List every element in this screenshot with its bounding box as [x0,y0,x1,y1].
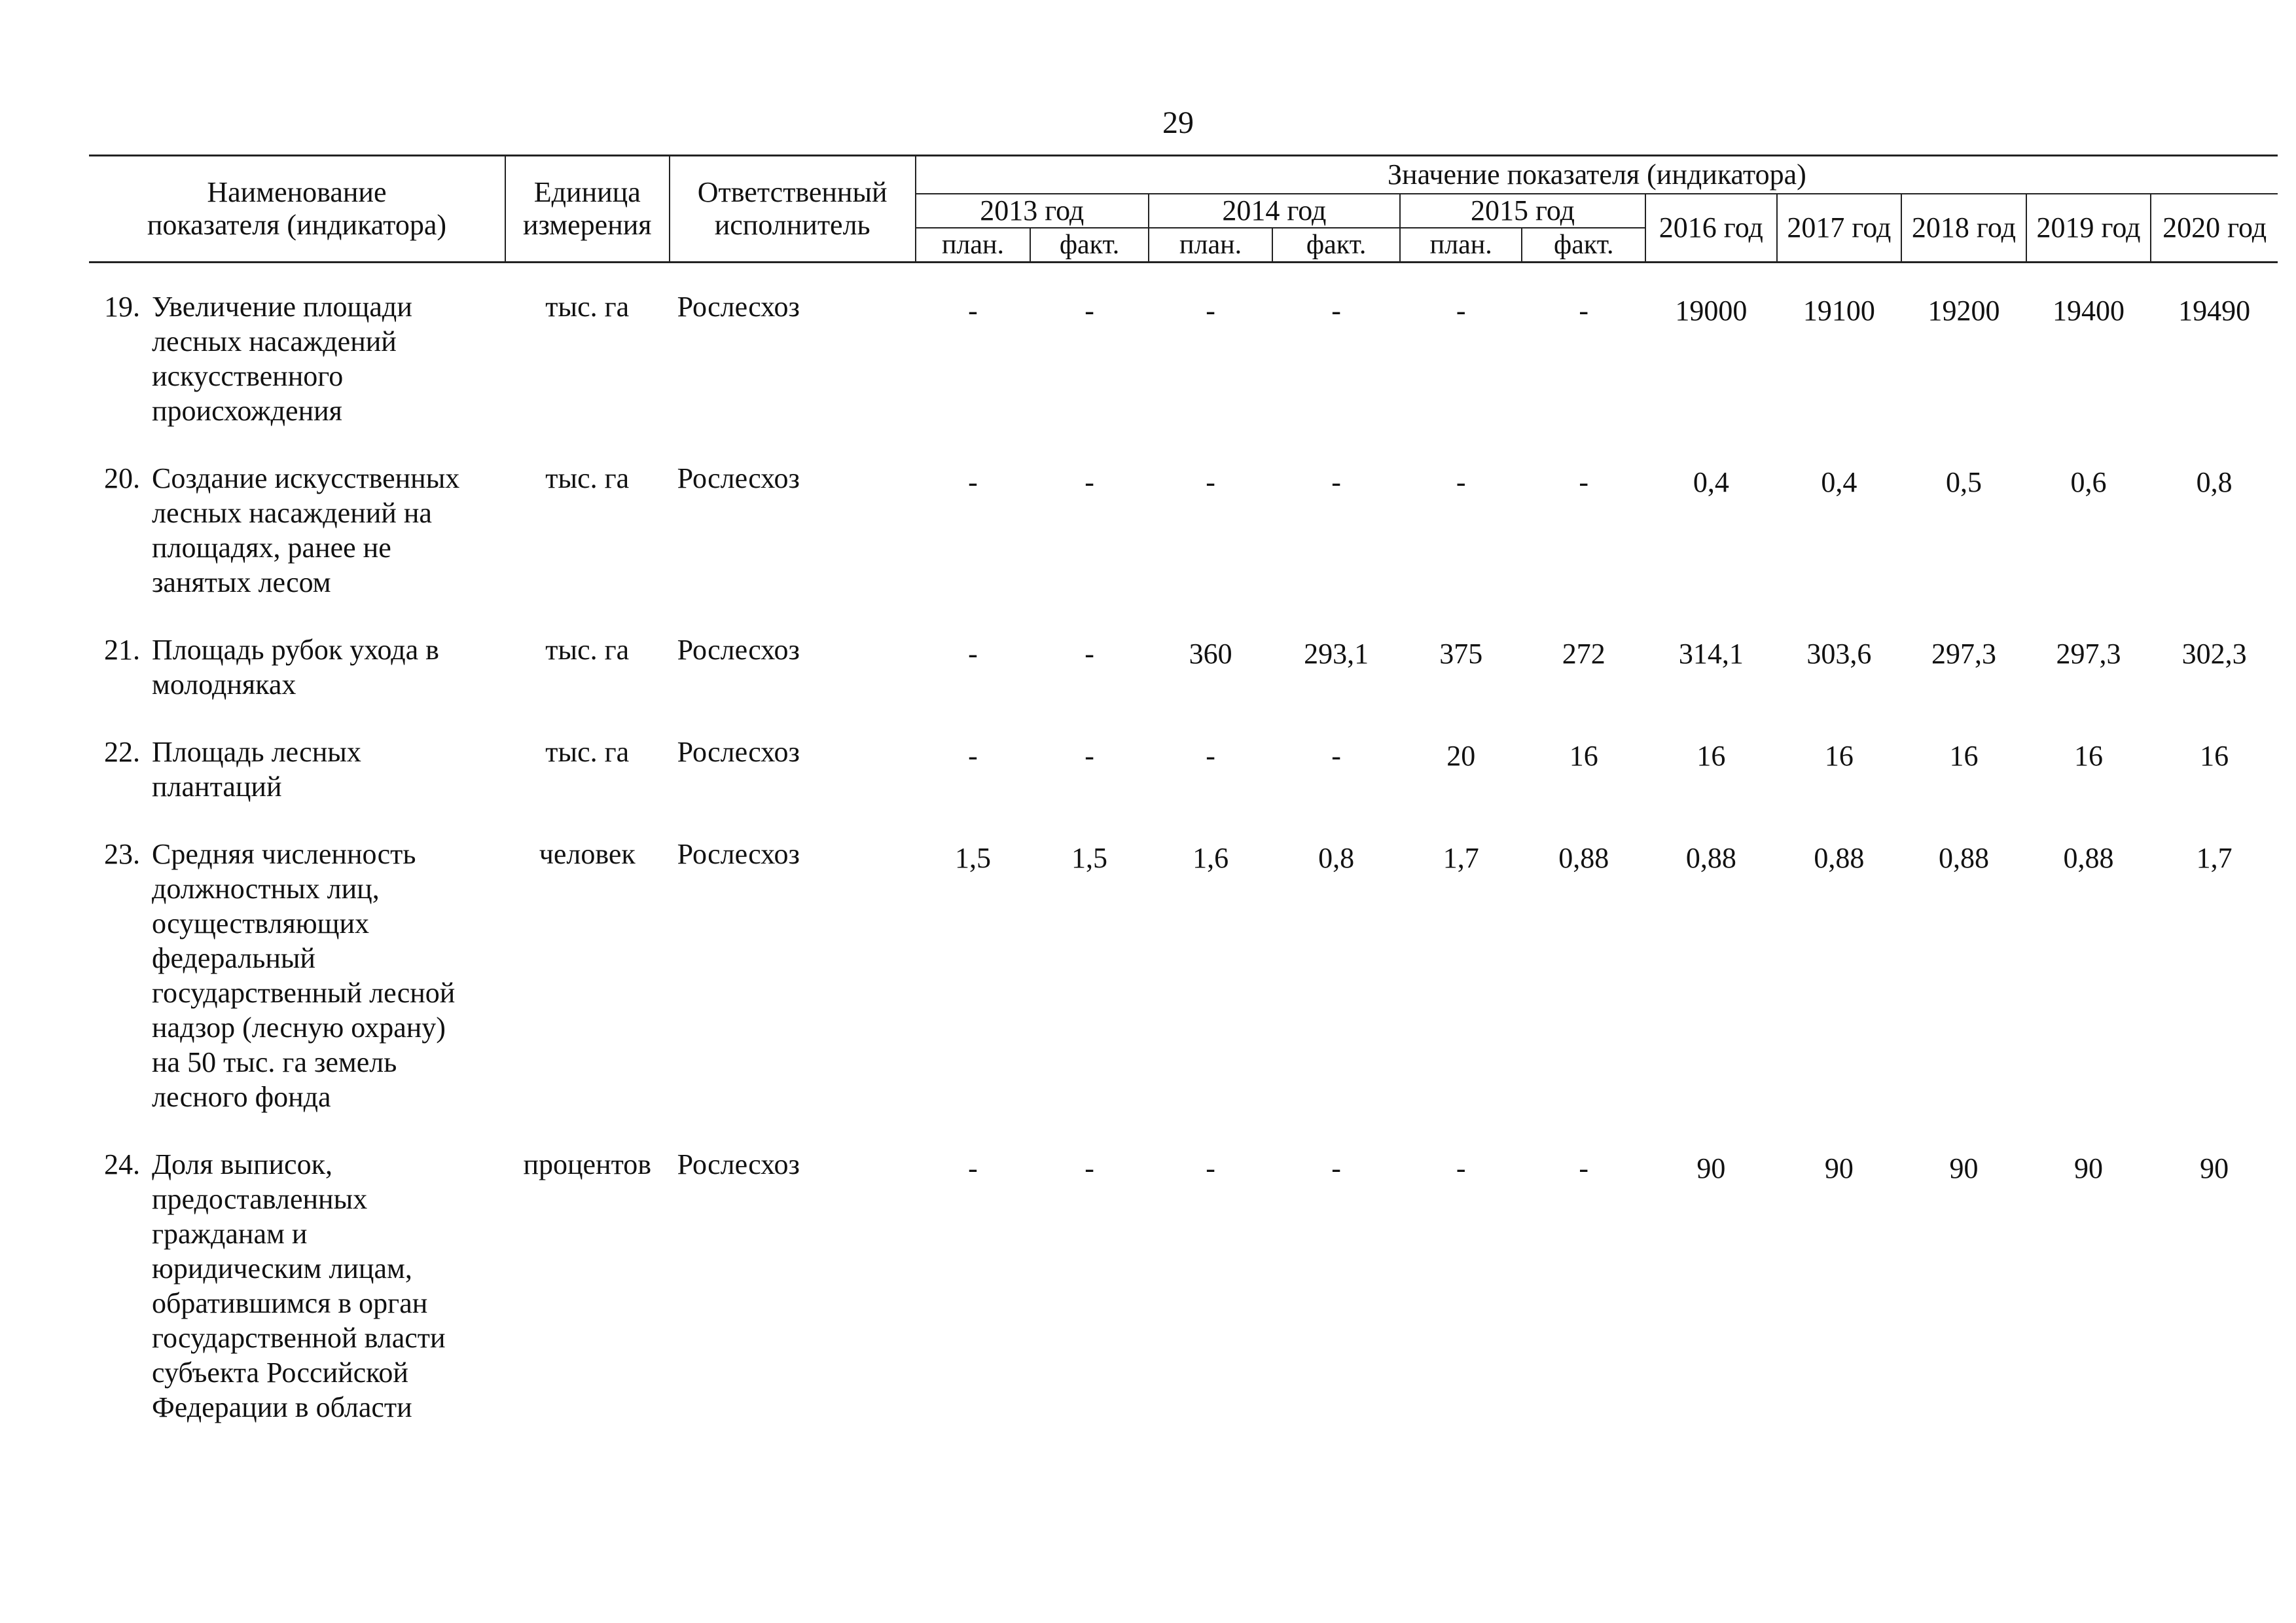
value-text: 0,5 [1945,465,1982,498]
value-cell [2026,461,2151,632]
value-cell [1149,735,1273,837]
value-cell [1901,837,2026,1147]
value-text: - [1456,294,1466,327]
indicator-name-line: происхождения [152,394,342,427]
header-year-2016: 2016 год [1645,194,1777,263]
value-cell [1149,461,1273,632]
value-cell [1272,735,1400,837]
value-cell [2026,289,2151,461]
value-text: 16 [1569,739,1598,772]
value-cell [1645,632,1777,735]
value-text: 19000 [1675,294,1748,327]
value-text: 16 [2200,739,2229,772]
row-number: 24. [104,1148,140,1180]
table-row [89,837,2278,1147]
unit-cell: тыс. га [545,735,630,768]
value-text: 19100 [1803,294,1875,327]
value-cell [1030,632,1149,735]
value-cell [1901,1147,2026,1457]
value-cell [1901,461,2026,632]
value-text: 90 [2074,1152,2104,1184]
value-text: 0,6 [2070,465,2107,498]
row-number: 20. [104,462,140,494]
value-text: - [1456,1152,1466,1184]
value-cell [1645,1147,1777,1457]
value-text: - [1206,739,1215,772]
executor-cell: Рослесхоз [677,1148,800,1180]
value-text: - [968,637,978,670]
indicator-name-line: государственной власти [152,1321,446,1354]
header-plan-2015: план. [1400,228,1522,263]
unit-cell: тыс. га [545,633,630,666]
value-cell [1522,632,1645,735]
header-year-2020: 2020 год [2151,194,2278,263]
value-text: - [968,1152,978,1184]
value-text: 0,8 [1318,841,1355,874]
header-year-2017: 2017 год [1777,194,1902,263]
value-text: 0,4 [1693,465,1729,498]
unit-cell: человек [539,837,636,870]
value-text: 314,1 [1678,637,1744,670]
unit-cell: тыс. га [545,462,630,494]
indicator-name-line: гражданам и [152,1217,308,1250]
value-cell [2151,735,2278,837]
value-cell [916,632,1031,735]
value-text: 1,5 [954,841,991,874]
row-number: 22. [104,735,140,768]
value-text: 0,8 [2196,465,2233,498]
indicator-name-line: Создание искусственных [152,462,460,494]
row-number: 21. [104,633,140,666]
value-cell [2151,289,2278,461]
value-text: 19490 [2178,294,2251,327]
value-text: - [1206,294,1215,327]
value-text: - [968,465,978,498]
value-cell [916,837,1031,1147]
value-cell [2151,1147,2278,1457]
value-text: 20 [1446,739,1476,772]
value-cell [1272,461,1400,632]
value-text: 375 [1439,637,1483,670]
indicator-name [152,1147,446,1425]
indicator-name-cell [89,735,505,837]
value-text: 16 [1696,739,1726,772]
value-cell [1400,1147,1522,1457]
value-text: 0,88 [2063,841,2114,874]
page-number: 29 [1162,105,1194,140]
value-text: - [1579,1152,1589,1184]
value-cell [1400,632,1522,735]
header-year-2018: 2018 год [1901,194,2026,263]
executor-cell: Рослесхоз [677,837,800,870]
table-row [89,289,2278,461]
value-cell [1522,461,1645,632]
indicator-name-line: молодняках [152,668,296,701]
indicator-name-cell [89,632,505,735]
value-text: 90 [1696,1152,1726,1184]
value-text: 16 [2074,739,2104,772]
header-plan-2013: план. [916,228,1031,263]
value-text: 0,88 [1558,841,1609,874]
indicator-name-line: обратившимся в орган [152,1286,428,1319]
table-body [89,262,2278,1457]
value-cell [1522,837,1645,1147]
indicator-name [152,837,455,1114]
table-row [89,632,2278,735]
indicator-name-line: плантаций [152,770,282,803]
executor-cell: Рослесхоз [677,633,800,666]
header-year-2015: 2015 год [1400,194,1645,228]
indicator-name-cell [89,289,505,461]
value-cell [1149,632,1273,735]
value-text: - [1085,637,1094,670]
value-text: - [1085,1152,1094,1184]
value-text: - [1579,294,1589,327]
value-cell [1400,837,1522,1147]
indicator-name-cell [89,1147,505,1457]
value-cell [1272,289,1400,461]
indicator-name-line: Средняя численность [152,837,416,870]
indicator-name-line: Площадь рубок ухода в [152,633,439,666]
unit-cell: тыс. га [545,290,630,323]
value-cell [1030,461,1149,632]
indicator-name-line: занятых лесом [152,566,331,598]
value-text: 1,7 [1443,841,1479,874]
value-text: 302,3 [2181,637,2247,670]
value-text: 0,88 [1938,841,1989,874]
value-cell [1901,632,2026,735]
value-cell [1400,289,1522,461]
table-row [89,461,2278,632]
value-cell [1030,837,1149,1147]
indicator-name-line: лесных насаждений [152,325,397,357]
value-cell [2026,735,2151,837]
header-executor: Ответственный исполнитель [670,156,916,263]
value-cell [1272,632,1400,735]
header-year-2014: 2014 год [1149,194,1400,228]
value-text: - [1456,465,1466,498]
value-cell [1149,289,1273,461]
value-cell [1645,735,1777,837]
value-cell [1149,837,1273,1147]
value-cell [1272,837,1400,1147]
value-text: 90 [2200,1152,2229,1184]
executor-cell: Рослесхоз [677,462,800,494]
indicator-name-cell [89,837,505,1147]
value-cell [1522,735,1645,837]
value-text: 16 [1949,739,1979,772]
row-number: 23. [104,837,140,870]
indicator-name-line: предоставленных [152,1182,368,1215]
indicator-name-line: лесного фонда [152,1080,331,1113]
value-cell [1400,461,1522,632]
value-text: - [968,294,978,327]
value-text: 0,88 [1814,841,1865,874]
value-cell [2026,1147,2151,1457]
value-cell [2151,461,2278,632]
value-cell [1030,735,1149,837]
value-text: 0,4 [1821,465,1857,498]
value-text: 90 [1824,1152,1854,1184]
value-cell [1030,1147,1149,1457]
value-cell [1645,289,1777,461]
table-row [89,1147,2278,1457]
row-number: 19. [104,290,140,323]
value-text: - [1331,1152,1341,1184]
indicator-name [152,632,439,702]
value-cell [1777,632,1902,735]
value-cell [2026,837,2151,1147]
value-text: - [1579,465,1589,498]
header-year-2013: 2013 год [916,194,1149,228]
executor-cell: Рослесхоз [677,735,800,768]
value-text: 303,6 [1806,637,1872,670]
value-text: 19200 [1928,294,2000,327]
indicator-name-line: на 50 тыс. га земель [152,1046,397,1078]
value-cell [1777,735,1902,837]
header-year-2019: 2019 год [2026,194,2151,263]
value-cell [1030,289,1149,461]
value-cell [916,1147,1031,1457]
value-cell [2026,632,2151,735]
indicator-name [152,735,361,804]
value-cell [1777,461,1902,632]
header-value-group: Значение показателя (индикатора) [916,156,2278,194]
executor-cell: Рослесхоз [677,290,800,323]
value-cell [1522,1147,1645,1457]
indicator-name-line: площадях, ранее не [152,531,391,564]
header-unit: Единица измерения [505,156,670,263]
value-text: 1,5 [1071,841,1108,874]
indicator-name-line: осуществляющих [152,907,369,939]
value-text: - [1206,1152,1215,1184]
table-header [89,156,2278,263]
value-cell [1777,289,1902,461]
value-text: - [1331,294,1341,327]
value-cell [916,735,1031,837]
header-fact-2014: факт. [1272,228,1400,263]
indicators-table [89,155,2278,1457]
value-text: - [1331,739,1341,772]
value-text: - [1206,465,1215,498]
indicator-name-line: федеральный [152,941,315,974]
value-text: 0,88 [1685,841,1736,874]
value-cell [1645,837,1777,1147]
value-text: 90 [1949,1152,1979,1184]
value-text: 1,6 [1193,841,1229,874]
indicator-name-line: Федерации в области [152,1391,412,1423]
indicator-name-line: Площадь лесных [152,735,361,768]
header-fact-2013: факт. [1030,228,1149,263]
indicator-name-line: юридическим лицам, [152,1252,412,1285]
value-text: 16 [1824,739,1854,772]
value-cell [2151,837,2278,1147]
header-indicator-name: Наименование показателя (индикатора) [89,156,505,263]
indicator-name-cell [89,461,505,632]
value-text: 293,1 [1304,637,1369,670]
value-cell [1777,837,1902,1147]
value-text: - [1331,465,1341,498]
value-text: - [1085,465,1094,498]
indicator-name-line: государственный лесной [152,976,456,1009]
indicator-name-line: субъекта Российской [152,1356,408,1389]
value-text: 360 [1189,637,1232,670]
header-fact-2015: факт. [1522,228,1645,263]
value-cell [1901,735,2026,837]
unit-cell: процентов [523,1148,652,1180]
indicator-name-line: искусственного [152,359,344,392]
value-cell [1777,1147,1902,1457]
indicator-name [152,461,459,600]
value-cell [916,289,1031,461]
value-text: 297,3 [1931,637,1996,670]
indicator-name-line: надзор (лесную охрану) [152,1011,446,1044]
table-row [89,735,2278,837]
value-text: - [968,739,978,772]
value-text: - [1085,294,1094,327]
value-cell [1400,735,1522,837]
value-cell [1522,289,1645,461]
value-cell [2151,632,2278,735]
header-plan-2014: план. [1149,228,1273,263]
value-cell [1901,289,2026,461]
indicator-name [152,289,412,428]
indicator-name-line: должностных лиц, [152,872,380,905]
indicator-name-line: Доля выписок, [152,1148,332,1180]
value-text: 19400 [2053,294,2125,327]
value-text: 297,3 [2056,637,2121,670]
indicator-name-line: лесных насаждений на [152,496,432,529]
indicator-name-line: Увеличение площади [152,290,412,323]
value-cell [916,461,1031,632]
value-cell [1272,1147,1400,1457]
value-text: 1,7 [2196,841,2233,874]
value-text: - [1085,739,1094,772]
value-cell [1149,1147,1273,1457]
value-cell [1645,461,1777,632]
value-text: 272 [1562,637,1605,670]
